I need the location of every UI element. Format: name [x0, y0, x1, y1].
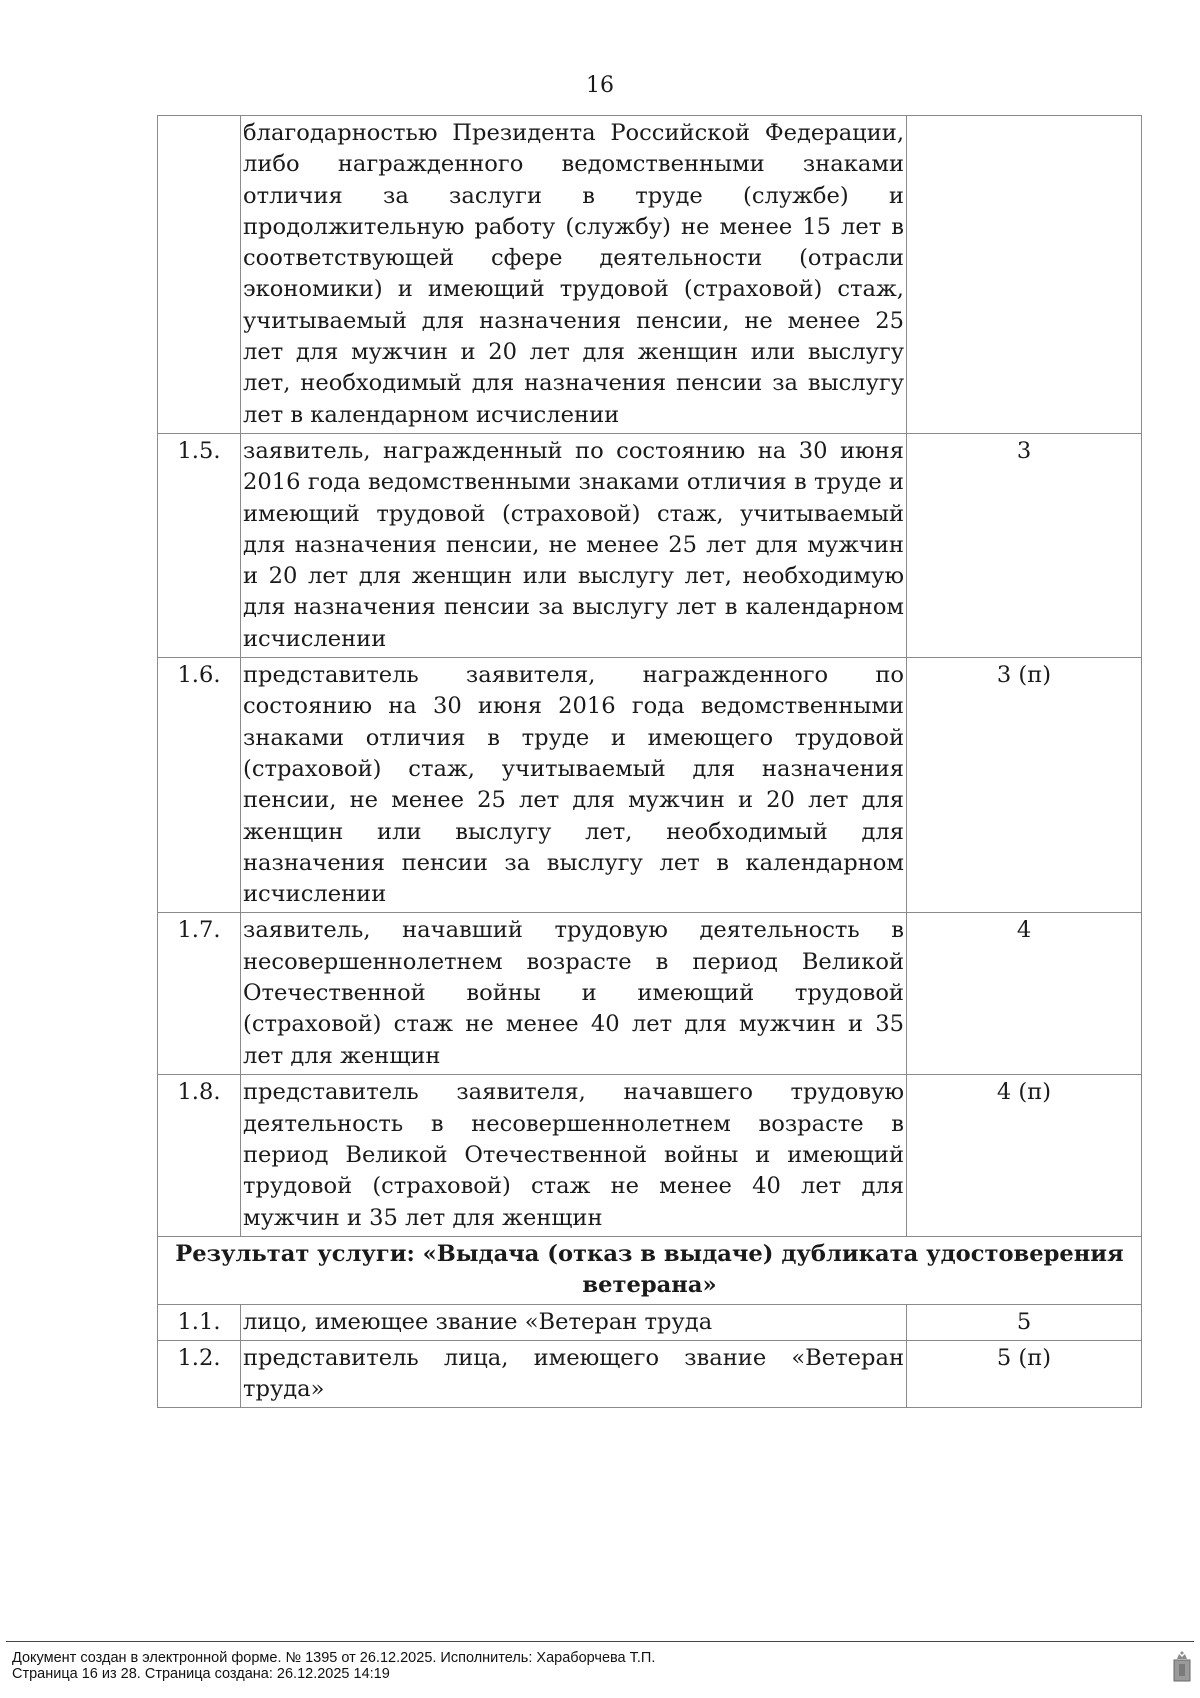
row-number: 1.7.: [158, 913, 241, 1075]
footer-divider: [6, 1641, 1194, 1642]
table-row: [158, 1340, 1142, 1408]
row-number: 1.5.: [158, 433, 241, 657]
section-header-row: [158, 1236, 1142, 1304]
coat-of-arms-icon: [1173, 1650, 1191, 1682]
row-description: представитель заявителя, награжденного по состоянию на 30 июня 2016 года ведомственными знаками отличия в труде и имеющего трудовой (страховой) стаж, учитываемый для назначения пенсии, не менее 25 лет для мужчин и 20 лет для женщин или выслугу лет, необходимый для назначения пенсии за выслугу лет в календарном исчислении: [241, 658, 907, 913]
row-score: 4: [907, 913, 1142, 1075]
row-score: 3 (п): [907, 658, 1142, 913]
footer: [12, 1650, 655, 1682]
criteria-table: [157, 115, 1142, 1408]
table-row: [158, 116, 1142, 434]
row-description: заявитель, награжденный по состоянию на 30 июня 2016 года ведомственными знаками отличия в труде и имеющий трудовой (страховой) стаж, учитываемый для назначения пенсии, не менее 25 лет для мужчин и 20 лет для женщин или выслугу лет, необходимую для назначения пенсии за выслугу лет в календарном исчислении: [241, 433, 907, 657]
row-number: 1.8.: [158, 1075, 241, 1236]
row-number: [158, 116, 241, 434]
table-row: [158, 658, 1142, 913]
row-description: представитель заявителя, начавшего трудовую деятельность в несовершеннолетнем возрасте в период Великой Отечественной войны и имеющий трудовой (страховой) стаж не менее 40 лет для мужчин и 35 лет для женщин: [241, 1075, 907, 1236]
table-row: [158, 1304, 1142, 1340]
section-header: Результат услуги: «Выдача (отказ в выдаче) дубликата удостоверения ветерана»: [158, 1236, 1142, 1304]
footer-document-info: Документ создан в электронной форме. № 1395 от 26.12.2025. Исполнитель: Хараборчева Т.П.: [12, 1650, 656, 1666]
row-score: 3: [907, 433, 1142, 657]
row-description: благодарностью Президента Российской Федерации, либо награжденного ведомственными знаками отличия за заслуги в труде (службе) и продолжительную работу (службу) не менее 15 лет в соответствующей сфере деятельности (отрасли экономики) и имеющий трудовой (страховой) стаж, учитываемый для назначения пенсии, не менее 25 лет для мужчин и 20 лет для женщин или выслугу лет, необходимый для назначения пенсии за выслугу лет в календарном исчислении: [241, 116, 907, 434]
row-score: 5: [907, 1304, 1142, 1340]
page-number: 16: [586, 73, 614, 98]
table-row: [158, 433, 1142, 657]
row-score: [907, 116, 1142, 434]
footer-page-info: Страница 16 из 28. Страница создана: 26.12.2025 14:19: [12, 1666, 390, 1682]
row-description: представитель лица, имеющего звание «Ветеран труда»: [241, 1340, 907, 1408]
table-row: [158, 913, 1142, 1075]
row-number: 1.6.: [158, 658, 241, 913]
row-score: 4 (п): [907, 1075, 1142, 1236]
row-description: лицо, имеющее звание «Ветеран труда: [241, 1304, 907, 1340]
row-score: 5 (п): [907, 1340, 1142, 1408]
table-row: [158, 1075, 1142, 1236]
row-number: 1.2.: [158, 1340, 241, 1408]
row-number: 1.1.: [158, 1304, 241, 1340]
row-description: заявитель, начавший трудовую деятельность в несовершеннолетнем возрасте в период Великой Отечественной войны и имеющий трудовой (страховой) стаж не менее 40 лет для мужчин и 35 лет для женщин: [241, 913, 907, 1075]
